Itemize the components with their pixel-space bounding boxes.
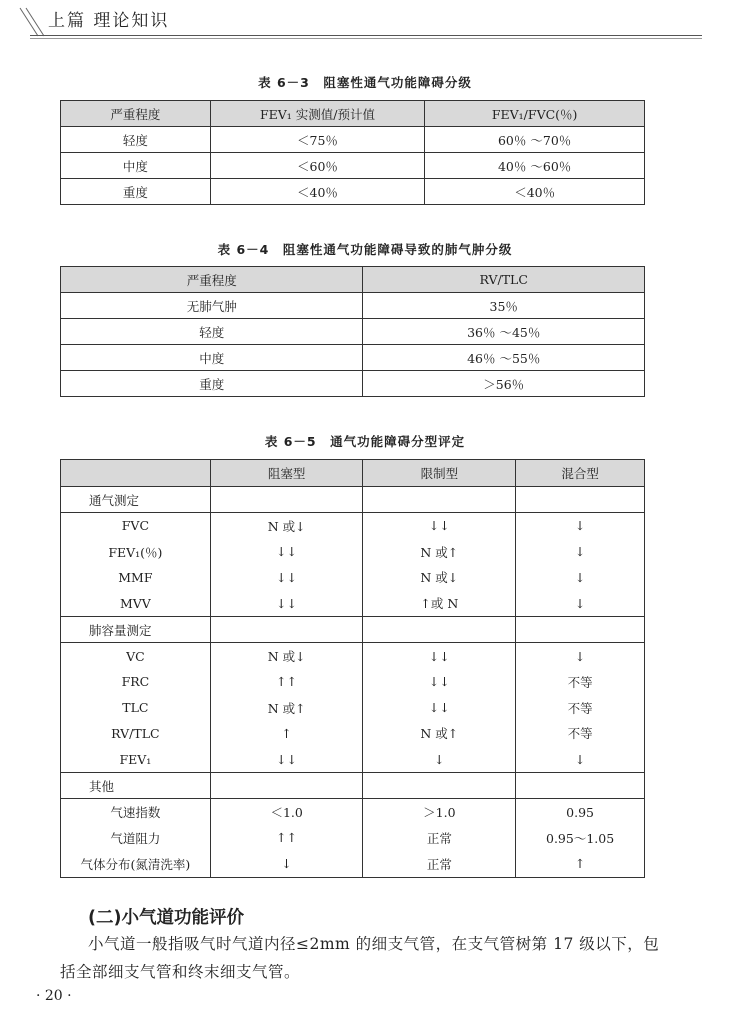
table-row <box>61 851 645 877</box>
column-header: 限制型 <box>363 460 516 487</box>
table-row <box>61 179 645 205</box>
table-cell: N 或↓ <box>363 565 516 591</box>
table-cell: 中度 <box>61 345 363 371</box>
table-row <box>61 513 645 539</box>
column-header: FEV₁/FVC(％) <box>425 101 645 127</box>
table-cell <box>516 617 645 643</box>
table-cell: 0.95～1.05 <box>516 825 645 851</box>
table-cell: 40％ ～60％ <box>425 153 645 179</box>
table-cell: ↓↓ <box>363 643 516 669</box>
table-6-5 <box>60 459 645 878</box>
table-row <box>61 643 645 669</box>
table-cell: N 或↓ <box>210 513 363 539</box>
table-cell: ＜75％ <box>210 127 425 153</box>
table-cell: 60％ ～70％ <box>425 127 645 153</box>
table-cell: 36％ ～45％ <box>363 319 645 345</box>
table-cell: 无肺气肿 <box>61 293 363 319</box>
table-row <box>61 799 645 825</box>
running-header <box>0 0 730 40</box>
table-row <box>61 721 645 747</box>
page-number: · 20 · <box>36 988 72 1004</box>
body-paragraph: 小气道一般指吸气时气道内径≤2mm 的细支气管，在支气管树第 17 级以下，包括全部细支气管和终末细支气管。 <box>60 935 660 981</box>
table-cell: 正常 <box>363 825 516 851</box>
table-cell: 气道阻力 <box>61 825 211 851</box>
table-cell: 35％ <box>363 293 645 319</box>
table-6-4-caption: 表 6－4 阻塞性通气功能障碍导致的肺气肿分级 <box>217 242 513 257</box>
table-cell: 0.95 <box>516 799 645 825</box>
table-cell: ↑↑ <box>210 669 363 695</box>
table-cell <box>363 773 516 799</box>
table-cell <box>516 773 645 799</box>
table-row <box>61 293 645 319</box>
table-cell: ↑ <box>210 721 363 747</box>
table-cell: ↓ <box>516 539 645 565</box>
header-rule <box>30 35 702 36</box>
table-cell: 中度 <box>61 153 211 179</box>
column-header: 混合型 <box>516 460 645 487</box>
table-cell: 轻度 <box>61 127 211 153</box>
table-cell: ↑ <box>516 851 645 877</box>
table-cell: ↓↓ <box>210 539 363 565</box>
table-header-row <box>61 460 645 487</box>
table-row <box>61 127 645 153</box>
table-cell: MVV <box>61 590 211 616</box>
table-cell: FVC <box>61 513 211 539</box>
table-row <box>61 590 645 616</box>
table-cell <box>210 617 363 643</box>
table-6-3-caption: 表 6－3 阻塞性通气功能障碍分级 <box>258 75 472 90</box>
table-cell: ↓↓ <box>363 695 516 721</box>
table-cell: 气速指数 <box>61 799 211 825</box>
table-cell: 46％ ～55％ <box>363 345 645 371</box>
table-row <box>61 539 645 565</box>
table-cell: FRC <box>61 669 211 695</box>
table-cell: 不等 <box>516 695 645 721</box>
table-header-row <box>61 267 645 293</box>
table-row <box>61 319 645 345</box>
table-6-4 <box>60 266 645 397</box>
table-cell: N 或↓ <box>210 643 363 669</box>
table-cell: ↑↑ <box>210 825 363 851</box>
table-row <box>61 669 645 695</box>
table-6-3 <box>60 100 645 205</box>
section-heading: (二)小气道功能评价 <box>88 908 244 928</box>
column-header: FEV₁ 实测值/预计值 <box>210 101 425 127</box>
table-cell: ↓ <box>516 643 645 669</box>
table-cell: N 或↑ <box>363 539 516 565</box>
table-cell: VC <box>61 643 211 669</box>
table-cell: ↓↓ <box>210 746 363 772</box>
table-cell: 正常 <box>363 851 516 877</box>
table-cell <box>210 773 363 799</box>
table-cell <box>210 487 363 513</box>
table-cell: ↓ <box>363 746 516 772</box>
table-cell <box>363 487 516 513</box>
column-header: 严重程度 <box>61 101 211 127</box>
table-cell: ↓ <box>516 513 645 539</box>
table-row <box>61 153 645 179</box>
table-cell: FEV₁(％) <box>61 539 211 565</box>
column-header: 严重程度 <box>61 267 363 293</box>
table-row <box>61 825 645 851</box>
table-cell: ↓↓ <box>363 513 516 539</box>
table-cell: 轻度 <box>61 319 363 345</box>
column-header: 阻塞型 <box>210 460 363 487</box>
table-cell: TLC <box>61 695 211 721</box>
table-cell: ＞56％ <box>363 371 645 397</box>
table-cell: MMF <box>61 565 211 591</box>
header-rule-secondary <box>30 38 702 39</box>
table-cell: ↓ <box>516 565 645 591</box>
running-title: 上篇 理论知识 <box>48 11 170 31</box>
table-cell: ↓ <box>210 851 363 877</box>
section-row <box>61 617 645 643</box>
table-row <box>61 695 645 721</box>
table-cell: ↓↓ <box>363 669 516 695</box>
table-row <box>61 345 645 371</box>
table-header-row <box>61 101 645 127</box>
table-cell: ＜1.0 <box>210 799 363 825</box>
table-cell: ↓↓ <box>210 565 363 591</box>
table-cell: 不等 <box>516 669 645 695</box>
section-row <box>61 773 645 799</box>
table-6-5-caption: 表 6－5 通气功能障碍分型评定 <box>264 434 466 449</box>
column-header <box>61 460 211 487</box>
table-cell: ＞1.0 <box>363 799 516 825</box>
table-cell: RV/TLC <box>61 721 211 747</box>
table-cell: 重度 <box>61 371 363 397</box>
table-row <box>61 371 645 397</box>
column-header: RV/TLC <box>363 267 645 293</box>
table-cell: ＜40％ <box>425 179 645 205</box>
table-row <box>61 565 645 591</box>
table-cell: ＜40％ <box>210 179 425 205</box>
table-cell: ↓↓ <box>210 590 363 616</box>
section-label: 通气测定 <box>61 487 211 513</box>
section-label: 其他 <box>61 773 211 799</box>
header-hatch-decoration <box>18 6 46 38</box>
table-cell <box>516 487 645 513</box>
table-cell: 重度 <box>61 179 211 205</box>
table-cell: FEV₁ <box>61 746 211 772</box>
section-row <box>61 487 645 513</box>
table-cell: N 或↑ <box>363 721 516 747</box>
section-label: 肺容量测定 <box>61 617 211 643</box>
table-cell: ↓ <box>516 746 645 772</box>
table-cell: ↓ <box>516 590 645 616</box>
table-cell: ＜60％ <box>210 153 425 179</box>
table-cell <box>363 617 516 643</box>
table-row <box>61 746 645 772</box>
table-cell: 不等 <box>516 721 645 747</box>
table-cell: ↑或 N <box>363 590 516 616</box>
table-cell: N 或↑ <box>210 695 363 721</box>
table-cell: 气体分布(氮清洗率) <box>61 851 211 877</box>
